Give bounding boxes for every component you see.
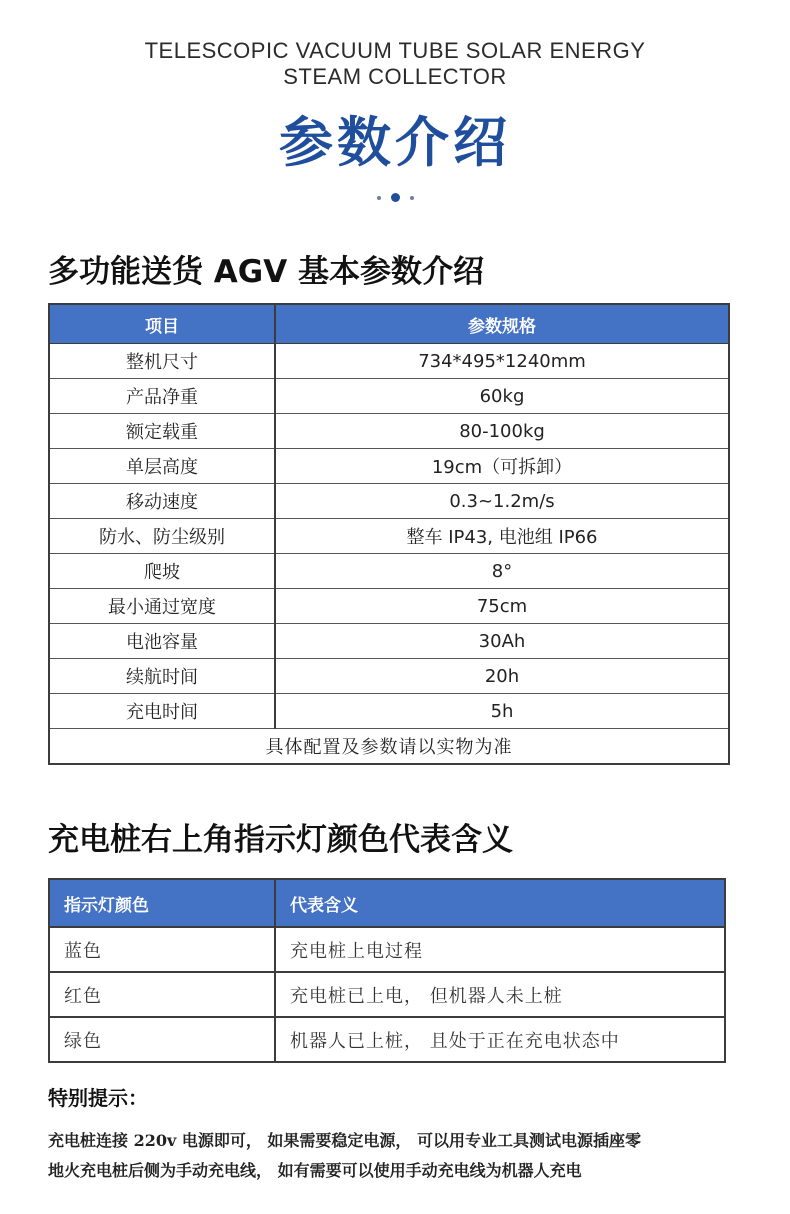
led-section-title: 充电桩右上角指示灯颜色代表含义 bbox=[48, 822, 513, 858]
tips-line-1: 充电桩连接 220v 电源即可， 如果需要稳定电源， 可以用专业工具测试电源插座零 bbox=[48, 1131, 641, 1150]
table-row bbox=[49, 414, 729, 449]
table-row bbox=[49, 927, 725, 972]
english-title-line-2: STEAM COLLECTOR bbox=[283, 64, 507, 89]
led-table bbox=[48, 878, 726, 1063]
spec-value: 5h bbox=[275, 694, 729, 729]
spec-item: 最小通过宽度 bbox=[49, 589, 275, 624]
divider-dots bbox=[0, 193, 790, 202]
tips-title: 特别提示： bbox=[48, 1086, 148, 1110]
english-title bbox=[0, 38, 790, 90]
spec-item: 整机尺寸 bbox=[49, 344, 275, 379]
spec-value: 19cm（可拆卸） bbox=[275, 449, 729, 484]
dot-icon bbox=[391, 193, 400, 202]
spec-value: 30Ah bbox=[275, 624, 729, 659]
spec-item: 产品净重 bbox=[49, 379, 275, 414]
column-header-spec: 参数规格 bbox=[275, 304, 729, 344]
spec-value: 75cm bbox=[275, 589, 729, 624]
spec-value: 8° bbox=[275, 554, 729, 589]
spec-item: 单层高度 bbox=[49, 449, 275, 484]
table-row bbox=[49, 624, 729, 659]
spec-value: 80-100kg bbox=[275, 414, 729, 449]
led-meaning: 充电桩上电过程 bbox=[275, 927, 725, 972]
page-title: 参数介绍 bbox=[279, 111, 511, 174]
spec-item: 爬坡 bbox=[49, 554, 275, 589]
led-color: 红色 bbox=[49, 972, 275, 1017]
led-meaning: 机器人已上桩， 且处于正在充电状态中 bbox=[275, 1017, 725, 1062]
spec-section-title: 多功能送货 AGV 基本参数介绍 bbox=[48, 254, 485, 290]
spec-value: 0.3~1.2m/s bbox=[275, 484, 729, 519]
led-color: 绿色 bbox=[49, 1017, 275, 1062]
spec-item: 电池容量 bbox=[49, 624, 275, 659]
column-header-meaning: 代表含义 bbox=[275, 879, 725, 927]
spec-value: 734*495*1240mm bbox=[275, 344, 729, 379]
column-header-item: 项目 bbox=[49, 304, 275, 344]
spec-table-header bbox=[49, 304, 729, 344]
spec-item: 充电时间 bbox=[49, 694, 275, 729]
table-row bbox=[49, 972, 725, 1017]
column-header-led-color: 指示灯颜色 bbox=[49, 879, 275, 927]
table-row bbox=[49, 484, 729, 519]
table-note-row bbox=[49, 729, 729, 765]
table-row bbox=[49, 519, 729, 554]
spec-value: 20h bbox=[275, 659, 729, 694]
spec-value: 整车 IP43, 电池组 IP66 bbox=[275, 519, 729, 554]
spec-item: 续航时间 bbox=[49, 659, 275, 694]
table-row bbox=[49, 694, 729, 729]
spec-item: 防水、防尘级别 bbox=[49, 519, 275, 554]
spec-table bbox=[48, 303, 730, 765]
spec-value: 60kg bbox=[275, 379, 729, 414]
tips-line-2: 地火充电桩后侧为手动充电线， 如有需要可以使用手动充电线为机器人充电 bbox=[48, 1161, 582, 1180]
led-color: 蓝色 bbox=[49, 927, 275, 972]
spec-item: 移动速度 bbox=[49, 484, 275, 519]
table-row bbox=[49, 449, 729, 484]
table-row bbox=[49, 554, 729, 589]
spec-item: 额定载重 bbox=[49, 414, 275, 449]
led-meaning: 充电桩已上电， 但机器人未上桩 bbox=[275, 972, 725, 1017]
table-row bbox=[49, 589, 729, 624]
english-title-line-1: TELESCOPIC VACUUM TUBE SOLAR ENERGY bbox=[144, 38, 646, 63]
dot-icon bbox=[377, 196, 381, 200]
table-row bbox=[49, 344, 729, 379]
table-row bbox=[49, 1017, 725, 1062]
table-row bbox=[49, 659, 729, 694]
spec-note: 具体配置及参数请以实物为准 bbox=[49, 729, 729, 765]
table-row bbox=[49, 379, 729, 414]
dot-icon bbox=[410, 196, 414, 200]
led-table-header bbox=[49, 879, 725, 927]
